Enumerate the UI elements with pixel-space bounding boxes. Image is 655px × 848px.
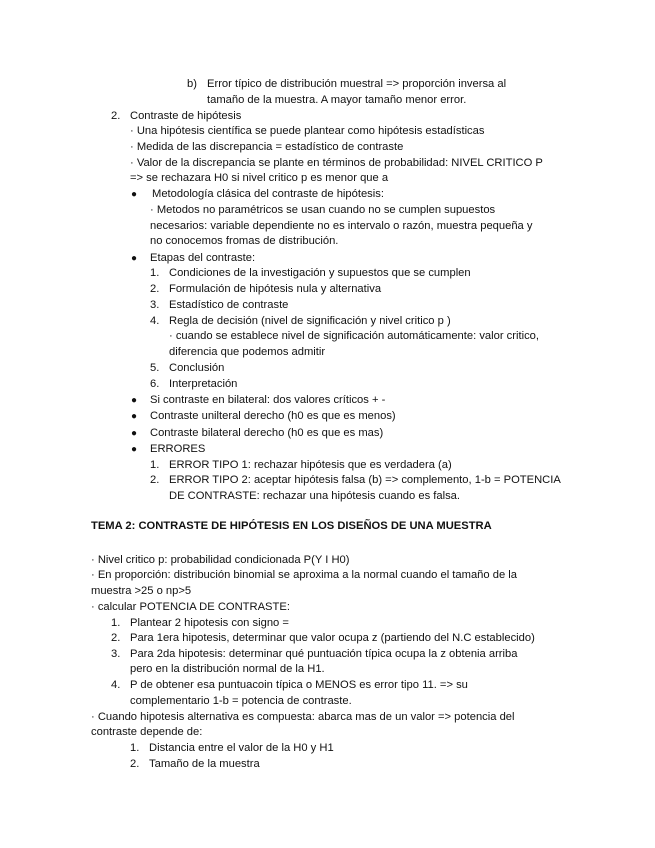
depends-text: Tamaño de la muestra (149, 758, 260, 770)
bullet-methodology-line: · Metodos no paramétricos se usan cuando no se cumplen supuestos (150, 204, 496, 216)
stage-number: 3. (150, 299, 160, 311)
error-number: 2. (150, 474, 160, 486)
step-text: P de obtener esa puntuacoin típica o MENOS es error tipo 11. => su (130, 679, 468, 691)
paragraph-line: · Una hipótesis científica se puede plantear como hipótesis estadísticas (130, 125, 485, 137)
step-number: 3. (111, 648, 121, 660)
item-2-number: 2. (111, 110, 121, 122)
item-2-title: Contraste de hipótesis (130, 110, 242, 122)
stage-4-sub-line: · cuando se establece nivel de significación automáticamente: valor critico, (169, 330, 540, 342)
bullet-icon: ● (131, 395, 138, 406)
error-2-continuation: DE CONTRASTE: rechazar una hipótesis cuando es falsa. (169, 490, 461, 502)
bullet-icon: ● (131, 444, 138, 455)
paragraph-line: · calcular POTENCIA DE CONTRASTE: (91, 601, 290, 613)
step-number: 4. (111, 679, 121, 691)
paragraph-line: => se rechazara H0 si nivel critico p es menor que a (130, 172, 389, 184)
bullet-methodology-line: no conocemos fromas de distribución. (150, 235, 339, 247)
step-4-continuation: complementario 1-b = potencia de contraste. (130, 695, 352, 707)
bullet-text: Si contraste en bilateral: dos valores críticos + - (150, 394, 386, 406)
tema2-heading: TEMA 2: CONTRASTE DE HIPÓTESIS EN LOS DISEÑOS DE UNA MUESTRA (91, 520, 492, 532)
bullet-text: Contraste unilteral derecho (h0 es que es menos) (150, 410, 396, 422)
paragraph-line: · Medida de las discrepancia = estadístico de contraste (130, 141, 404, 153)
step-number: 2. (111, 632, 121, 644)
step-3-continuation: pero en la distribución normal de la H1. (130, 663, 325, 675)
bullet-methodology-line: necesarios: variable dependiente no es intervalo o razón, muestra pequeña y (150, 220, 533, 232)
item-b-line1: Error típico de distribución muestral => proporción inversa al (207, 78, 507, 90)
bullet-stages-title: Etapas del contraste: (150, 252, 256, 264)
stage-number: 1. (150, 267, 160, 279)
paragraph-line: muestra >25 o np>5 (91, 585, 192, 597)
step-text: Para 1era hipotesis, determinar que valor ocupa z (partiendo del N.C establecido) (130, 632, 535, 644)
paragraph-line: · Nivel critico p: probabilidad condicionada P(Y I H0) (91, 554, 350, 566)
stage-4-sub-line: diferencia que podemos admitir (169, 346, 326, 358)
stage-text: Estadístico de contraste (169, 299, 289, 311)
stage-text: Regla de decisión (nivel de significación y nivel critico p ) (169, 315, 451, 327)
error-number: 1. (150, 459, 160, 471)
stage-text: Formulación de hipótesis nula y alternativa (169, 283, 382, 295)
error-text: ERROR TIPO 1: rechazar hipótesis que es verdadera (a) (169, 459, 452, 471)
bullet-methodology-title: Metodología clásica del contraste de hipótesis: (152, 188, 384, 200)
stage-text: Condiciones de la investigación y supuestos que se cumplen (169, 267, 471, 279)
stage-text: Conclusión (169, 362, 225, 374)
step-text: Plantear 2 hipotesis con signo = (130, 617, 289, 629)
bullet-text: Contraste bilateral derecho (h0 es que es mas) (150, 427, 384, 439)
step-text: Para 2da hipotesis: determinar qué puntuación típica ocupa la z obtenia arriba (130, 648, 518, 660)
depends-number: 2. (130, 758, 140, 770)
bullet-errors-title: ERRORES (150, 443, 206, 455)
bullet-icon: ● (131, 189, 138, 200)
bullet-icon: ● (131, 428, 138, 439)
list-marker-b: b) (187, 78, 197, 90)
stage-number: 4. (150, 315, 160, 327)
stage-text: Interpretación (169, 378, 238, 390)
stage-number: 6. (150, 378, 160, 390)
bullet-icon: ● (131, 411, 138, 422)
paragraph-line: contraste depende de: (91, 726, 203, 738)
stage-number: 5. (150, 362, 160, 374)
bullet-icon: ● (131, 253, 138, 264)
depends-text: Distancia entre el valor de la H0 y H1 (149, 742, 334, 754)
item-b-line2: tamaño de la muestra. A mayor tamaño menor error. (207, 94, 467, 106)
paragraph-line: · Cuando hipotesis alternativa es compuesta: abarca mas de un valor => potencia del (91, 711, 515, 723)
depends-number: 1. (130, 742, 140, 754)
paragraph-line: · Valor de la discrepancia se plante en términos de probabilidad: NIVEL CRITICO P (130, 157, 543, 169)
stage-number: 2. (150, 283, 160, 295)
step-number: 1. (111, 617, 121, 629)
error-text: ERROR TIPO 2: aceptar hipótesis falsa (b) => complemento, 1-b = POTENCIA (169, 474, 561, 486)
paragraph-line: · En proporción: distribución binomial se aproxima a la normal cuando el tamaño de la (91, 569, 517, 581)
